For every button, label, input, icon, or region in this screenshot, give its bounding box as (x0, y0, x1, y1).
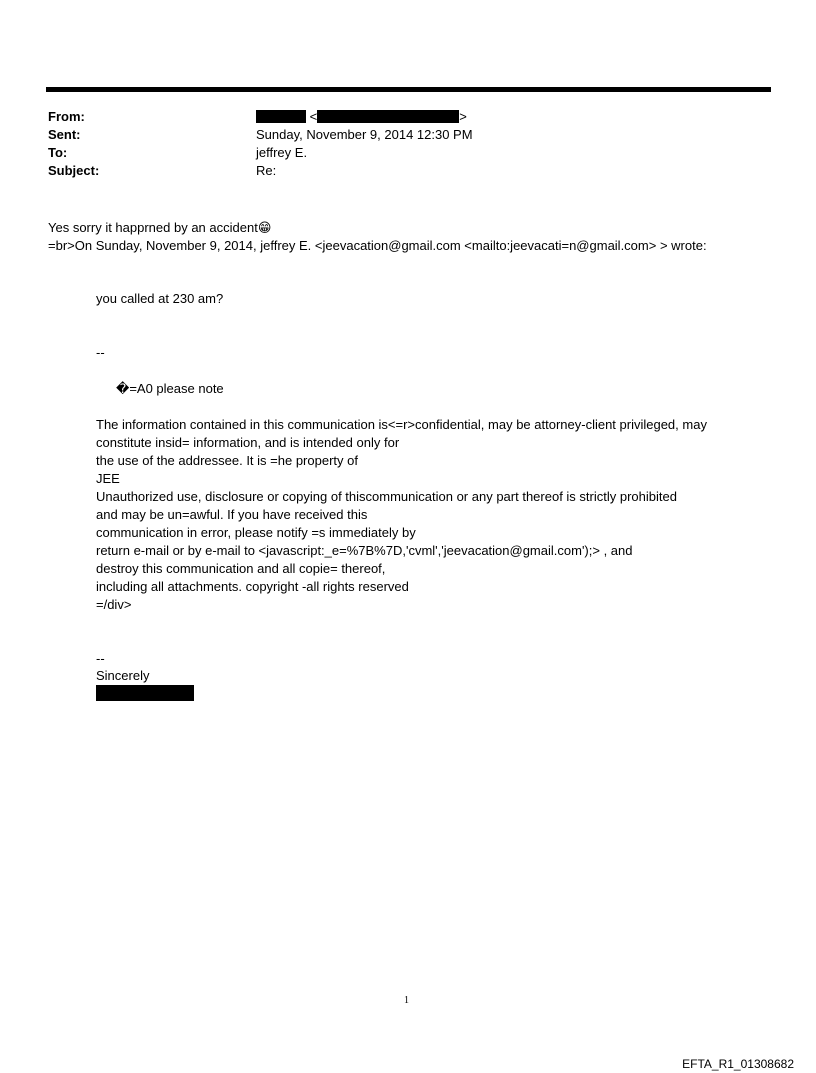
quote-intro: =br>On Sunday, November 9, 2014, jeffrey E. <jeevacation@gmail.com <mailto:jeevacati=n@gmail.com> > wrote: (48, 238, 707, 253)
disclaimer-line: communication in error, please notify =s immediately by (96, 525, 416, 540)
disclaimer-line: =/div> (96, 597, 132, 612)
redacted-signature (96, 685, 194, 701)
please-note: �=A0 please note (116, 381, 224, 396)
disclaimer-line: including all attachments. copyright -all rights reserved (96, 579, 409, 594)
separator: -- (96, 345, 105, 360)
to-value: jeffrey E. (256, 145, 308, 160)
disclaimer-line: Unauthorized use, disclosure or copying of thiscommunication or any part thereof is strictly prohibited (96, 489, 677, 504)
quoted-question: you called at 230 am? (96, 291, 224, 306)
redacted-sender-email (317, 110, 459, 123)
disclaimer-line: the use of the addressee. It is =he property of (96, 453, 358, 468)
subject-value: Re: (256, 163, 277, 178)
redacted-sender-name (256, 110, 306, 123)
disclaimer-line: constitute insid= information, and is intended only for (96, 435, 400, 450)
header-rule (46, 87, 771, 92)
reply-line: Yes sorry it happrned by an accident😁 (48, 220, 272, 235)
sent-label: Sent: (48, 127, 81, 142)
disclaimer-line: JEE (96, 471, 120, 486)
disclaimer-line: and may be un=awful. If you have received this (96, 507, 368, 522)
sent-value: Sunday, November 9, 2014 12:30 PM (256, 127, 473, 142)
subject-label: Subject: (48, 163, 100, 178)
disclaimer-line: destroy this communication and all copie= thereof, (96, 561, 386, 576)
to-label: To: (48, 145, 68, 160)
disclaimer-line: return e-mail or by e-mail to <javascript:_e=%7B%7D,'cvml','jeevacation@gmail.com');> , and (96, 543, 633, 558)
from-gt: > (459, 109, 467, 124)
page-number: 1 (404, 995, 409, 1006)
separator: -- (96, 651, 105, 666)
disclaimer-line: The information contained in this communication is<=r>confidential, may be attorney-client privileged, may (96, 417, 707, 432)
from-label: From: (48, 109, 85, 124)
document-id: EFTA_R1_01308682 (682, 1057, 794, 1071)
signoff: Sincerely (96, 668, 150, 683)
from-value (256, 108, 467, 126)
from-lt: < (309, 109, 318, 124)
